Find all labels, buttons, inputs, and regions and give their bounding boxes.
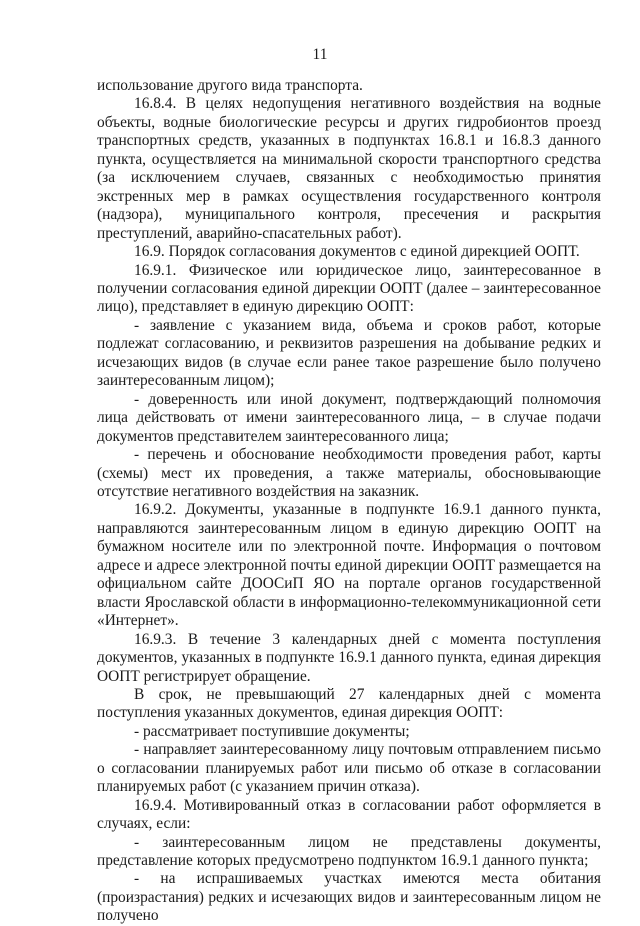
- paragraph: 16.9.1. Физическое или юридическое лицо, заинтересованное в получении согласования единой дирекции ООПТ (далее – заинтересованное лицо), представляет в единую дирекцию ООПТ:: [97, 261, 601, 316]
- list-item: - заинтересованным лицом не представлены документы, представление которых предусмотрено подпунктом 16.9.1 данного пункта;: [97, 833, 601, 870]
- paragraph: 16.9.4. Мотивированный отказ в согласовании работ оформляется в случаях, если:: [97, 796, 601, 833]
- document-body: [97, 77, 601, 926]
- list-item: - доверенность или иной документ, подтверждающий полномочия лица действовать от имени заинтересованного лица, – в случае подачи документов представителем заинтересованного лица;: [97, 390, 601, 445]
- list-item: - заявление с указанием вида, объема и сроков работ, которые подлежат согласованию, и реквизитов разрешения на добывание редких и исчезающих видов (в случае если ранее такое разрешение было получено заинтересованным лицом);: [97, 316, 601, 390]
- list-item: - направляет заинтересованному лицу почтовым отправлением письмо о согласовании планируемых работ или письмо об отказе в согласовании планируемых работ (с указанием причин отказа).: [97, 741, 601, 796]
- paragraph: В срок, не превышающий 27 календарных дней с момента поступления указанных документов, единая дирекция ООПТ:: [97, 685, 601, 722]
- paragraph: 16.8.4. В целях недопущения негативного воздействия на водные объекты, водные биологические ресурсы и других гидробионтов проезд транспортных средств, указанных в подпунктах 16.8.1 и 16.8.3 данного пункта, осуществляется на минимальной скорости транспортного средства (за исключением случаев, связанных с необходимостью принятия экстренных мер в рамках осуществления государственного контроля (надзора), муниципального контроля, пресечения и раскрытия преступлений, аварийно-спасательных работ).: [97, 95, 601, 242]
- paragraph: 16.9.3. В течение 3 календарных дней с момента поступления документов, указанных в подпункте 16.9.1 данного пункта, единая дирекция ООПТ регистрирует обращение.: [97, 630, 601, 685]
- paragraph: 16.9. Порядок согласования документов с единой дирекцией ООПТ.: [134, 243, 580, 261]
- list-item: - на испрашиваемых участках имеются места обитания (произрастания) редких и исчезающих видов и заинтересованным лицом не получено: [97, 870, 601, 925]
- page-number: 11: [312, 46, 328, 63]
- list-item: - перечень и обоснование необходимости проведения работ, карты (схемы) мест их проведения, а также материалы, обосновывающие отсутствие негативного воздействия на заказник.: [97, 446, 601, 500]
- paragraph: использование другого вида транспорта.: [97, 77, 363, 94]
- list-item: - рассматривает поступившие документы;: [134, 722, 410, 740]
- paragraph: 16.9.2. Документы, указанные в подпункте 16.9.1 данного пункта, направляются заинтересованным лицом в единую дирекцию ООПТ на бумажном носителе или по электронной почте. Информация о почтовом адресе и адресе электронной почты единой дирекции ООПТ размещается на официальном сайте ДООСиП ЯО на портале органов государственной власти Ярославской области в информационно-телекоммуникационной сети «Интернет».: [97, 501, 601, 630]
